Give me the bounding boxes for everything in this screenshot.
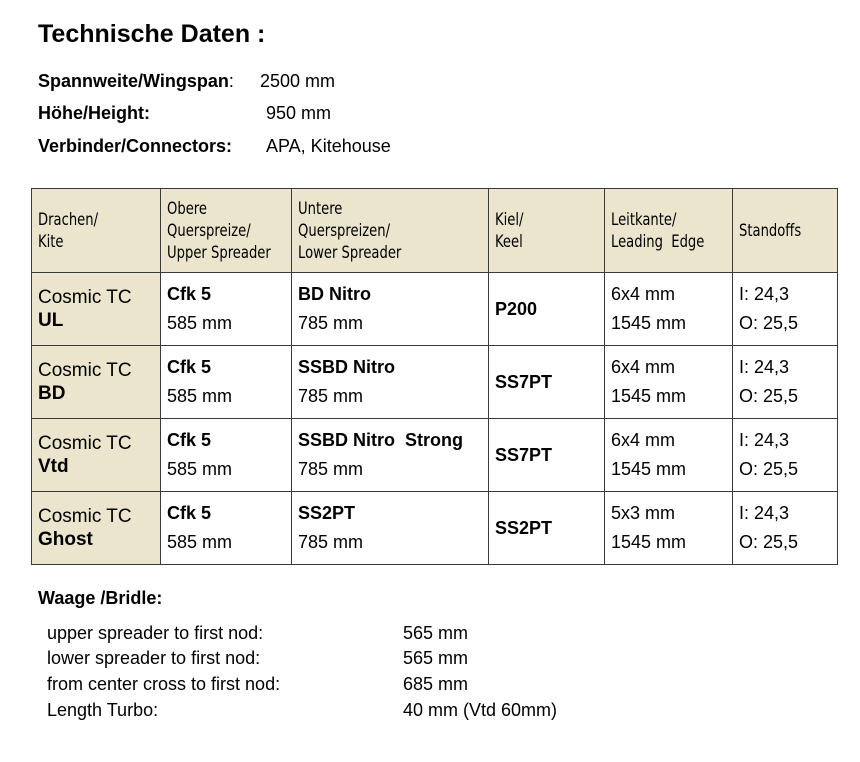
- cell-leading-edge: 6x4 mm 1545 mm: [605, 273, 733, 346]
- cell-lower-spreader: SSBD Nitro 785 mm: [292, 346, 489, 419]
- spec-label: Höhe/Height:: [38, 103, 150, 123]
- header-keel: Kiel/ Keel: [489, 189, 605, 273]
- spec-label: Spannweite/Wingspan: [38, 71, 229, 91]
- cell-standoffs: I: 24,3 O: 25,5: [733, 492, 838, 565]
- spec-separator: :: [228, 71, 234, 91]
- cell-kite: Cosmic TC UL: [32, 273, 161, 346]
- cell-standoffs: I: 24,3 O: 25,5: [733, 273, 838, 346]
- spec-label: Verbinder/Connectors:: [38, 136, 233, 156]
- bridle-label: from center cross to first nod:: [47, 674, 281, 694]
- cell-kite: Cosmic TC Ghost: [32, 492, 161, 565]
- tech-data-table: [31, 188, 838, 565]
- header-standoffs: Standoffs: [733, 189, 838, 273]
- cell-kite: Cosmic TC BD: [32, 346, 161, 419]
- spec-height: [38, 100, 332, 126]
- cell-lower-spreader: SS2PT 785 mm: [292, 492, 489, 565]
- list-item: [47, 672, 469, 697]
- bridle-label: upper spreader to first nod:: [47, 623, 264, 643]
- cell-standoffs: I: 24,3 O: 25,5: [733, 346, 838, 419]
- bridle-value: 565 mm: [403, 648, 469, 668]
- bridle-value: 565 mm: [403, 623, 469, 643]
- bridle-label: Length Turbo:: [47, 700, 159, 720]
- spec-value: APA, Kitehouse: [266, 136, 391, 156]
- bridle-heading-main: Bridle:: [105, 588, 163, 608]
- header-kite: Drachen/ Kite: [32, 189, 161, 273]
- bridle-label: lower spreader to first nod:: [47, 648, 261, 668]
- cell-leading-edge: 6x4 mm 1545 mm: [605, 419, 733, 492]
- spec-wingspan: [38, 68, 336, 94]
- cell-upper-spreader: Cfk 5 585 mm: [161, 419, 292, 492]
- cell-leading-edge: 5x3 mm 1545 mm: [605, 492, 733, 565]
- bridle-heading-prefix: Waage /: [38, 588, 106, 608]
- cell-keel: SS7PT: [489, 346, 605, 419]
- header-lower-spreader: Untere Querspreizen/ Lower Spreader: [292, 189, 489, 273]
- bridle-value: 40 mm (Vtd 60mm): [403, 700, 558, 720]
- table-row: [32, 419, 838, 492]
- bridle-value: 685 mm: [403, 674, 469, 694]
- spec-connectors: [38, 133, 391, 159]
- cell-upper-spreader: Cfk 5 585 mm: [161, 346, 292, 419]
- cell-upper-spreader: Cfk 5 585 mm: [161, 273, 292, 346]
- table-row: [32, 492, 838, 565]
- list-item: [47, 646, 469, 671]
- cell-standoffs: I: 24,3 O: 25,5: [733, 419, 838, 492]
- cell-leading-edge: 6x4 mm 1545 mm: [605, 346, 733, 419]
- header-upper-spreader: Obere Querspreize/ Upper Spreader: [161, 189, 292, 273]
- page-title: Technische Daten :: [38, 20, 266, 48]
- cell-keel: SS7PT: [489, 419, 605, 492]
- cell-upper-spreader: Cfk 5 585 mm: [161, 492, 292, 565]
- table-row: [32, 346, 838, 419]
- cell-keel: P200: [489, 273, 605, 346]
- cell-lower-spreader: SSBD Nitro Strong 785 mm: [292, 419, 489, 492]
- spec-value: 950 mm: [266, 103, 332, 123]
- list-item: [47, 698, 558, 723]
- header-leading-edge: Leitkante/ Leading Edge: [605, 189, 733, 273]
- cell-keel: SS2PT: [489, 492, 605, 565]
- spec-value: 2500 mm: [260, 71, 336, 91]
- table-header-row: [32, 189, 838, 273]
- cell-lower-spreader: BD Nitro 785 mm: [292, 273, 489, 346]
- cell-kite: Cosmic TC Vtd: [32, 419, 161, 492]
- list-item: [47, 621, 469, 646]
- table-row: [32, 273, 838, 346]
- bridle-heading: [38, 586, 162, 610]
